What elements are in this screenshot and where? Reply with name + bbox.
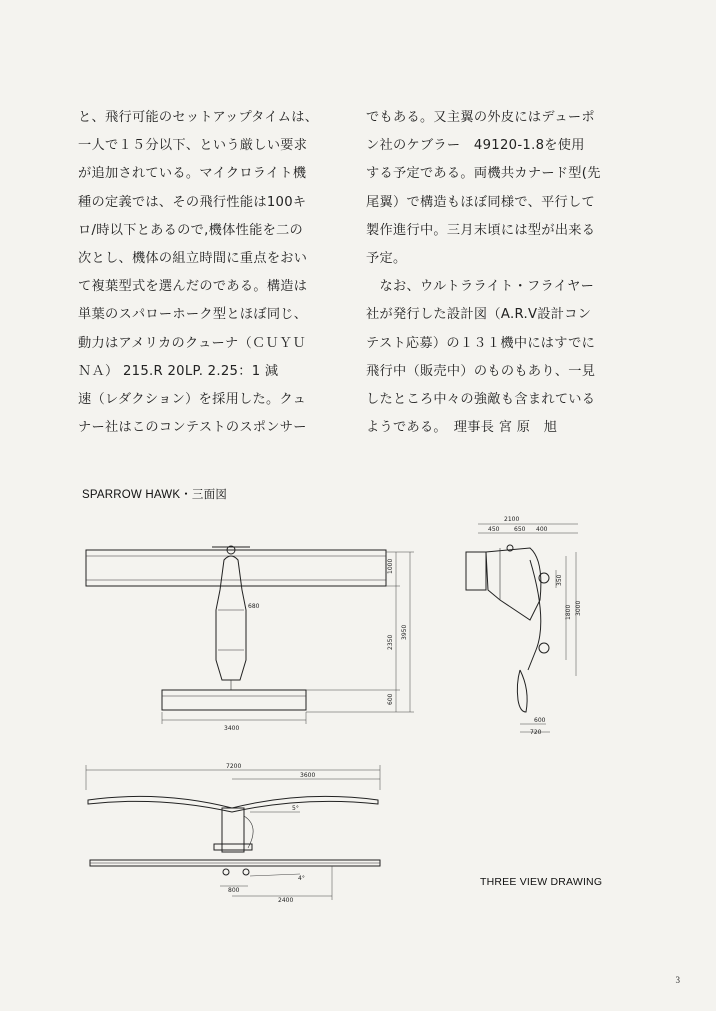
- dim-wing-chord: 1000: [387, 558, 394, 574]
- text-line: する予定である。両機共カナード型(先: [366, 166, 601, 182]
- text-line: 社が発行した設計図（A.R.V設計コン: [366, 307, 592, 323]
- wheel: [539, 643, 549, 653]
- dim-front-low-half: 2400: [278, 897, 294, 904]
- top-view: [86, 546, 414, 732]
- text-line: 動力はアメリカのクューナ（ＣＵＹＵ: [78, 335, 306, 351]
- dim-side-b2: 720: [530, 729, 542, 736]
- text-line: 製作進行中。三月末頃には型が出来る: [366, 222, 596, 238]
- dim-dihedral-top: 5°: [292, 805, 299, 812]
- dim-gear: 800: [228, 887, 240, 894]
- dim-side-overall: 2100: [504, 516, 520, 523]
- dim-fuselage-width: 680: [248, 603, 260, 610]
- text-line: 単葉のスパローホーク型とほぼ同じ、: [78, 307, 308, 323]
- text-line: 一人で１５分以下、という厳しい要求: [78, 138, 308, 154]
- dim-side-d1: 450: [488, 526, 500, 533]
- text-line: と、飛行可能のセットアップタイムは、: [78, 110, 319, 125]
- dim-side-d3: 400: [536, 526, 548, 533]
- upper-wing: [88, 796, 378, 812]
- dim-total-length: 3950: [401, 624, 408, 640]
- text-line: ようである。 理事長 宮 原 旭: [366, 420, 558, 436]
- text-line: 予定。: [366, 251, 407, 267]
- text-line: 飛行中（販売中）のものもあり、一見: [366, 363, 596, 379]
- dim-tail-span: 3400: [224, 725, 240, 732]
- dim-tail-chord: 600: [387, 693, 394, 705]
- side-fuselage: [486, 548, 541, 620]
- dim-side-h3: 3000: [575, 600, 582, 616]
- text-line: が追加されている。マイクロライト機: [78, 166, 307, 182]
- side-view: [466, 516, 582, 736]
- tail-fin: [517, 670, 527, 712]
- text-line: テスト応募）の１３１機中にはすでに: [366, 335, 596, 351]
- text-line: したところ中々の強敵も含まれている: [366, 392, 596, 408]
- front-fuselage: [222, 808, 244, 852]
- dim-front-half-span: 3600: [300, 772, 316, 779]
- dim-side-h2: 1800: [565, 604, 572, 620]
- figure-title: SPARROW HAWK・三面図: [82, 489, 228, 501]
- dim-side-b1: 600: [534, 717, 546, 724]
- page-number: 3: [675, 975, 680, 985]
- main-wing: [86, 550, 386, 586]
- text-line: なお、ウルトラライト・フライヤー: [366, 279, 595, 295]
- text-line: 次とし、機体の組立時間に重点をおい: [78, 251, 308, 267]
- text-line: ン社のケブラー 49120-1.8を使用: [366, 138, 585, 154]
- text-line: 尾翼）で構造もほぼ同様で、平行して: [366, 194, 596, 210]
- drawing-caption: THREE VIEW DRAWING: [480, 876, 603, 888]
- text-line: 速（レダクション）を採用した。クュ: [78, 392, 307, 408]
- dim-side-h1: 350: [556, 574, 563, 586]
- dim-front-span: 7200: [226, 763, 242, 770]
- dim-dihedral-low: 4°: [298, 875, 305, 882]
- text-line: ナー社はこのコンテストのスポンサー: [78, 420, 307, 436]
- fuselage: [216, 556, 246, 680]
- text-line: ロ/時以下とあるので,機体性能を二の: [78, 222, 304, 238]
- text-line: 種の定義では、その飛行性能は100キ: [78, 194, 307, 210]
- text-line: て複葉型式を選んだのである。構造は: [78, 279, 308, 295]
- tail-plane: [162, 690, 306, 710]
- front-view: [86, 763, 380, 904]
- dim-side-d2: 650: [514, 526, 526, 533]
- text-line: でもある。又主翼の外皮にはデューポ: [366, 110, 595, 125]
- text-line: ＮＡ） 215.R 20LP. 2.25：1 減: [78, 363, 279, 379]
- canard: [466, 552, 486, 590]
- dim-fuselage-length: 2350: [387, 634, 394, 650]
